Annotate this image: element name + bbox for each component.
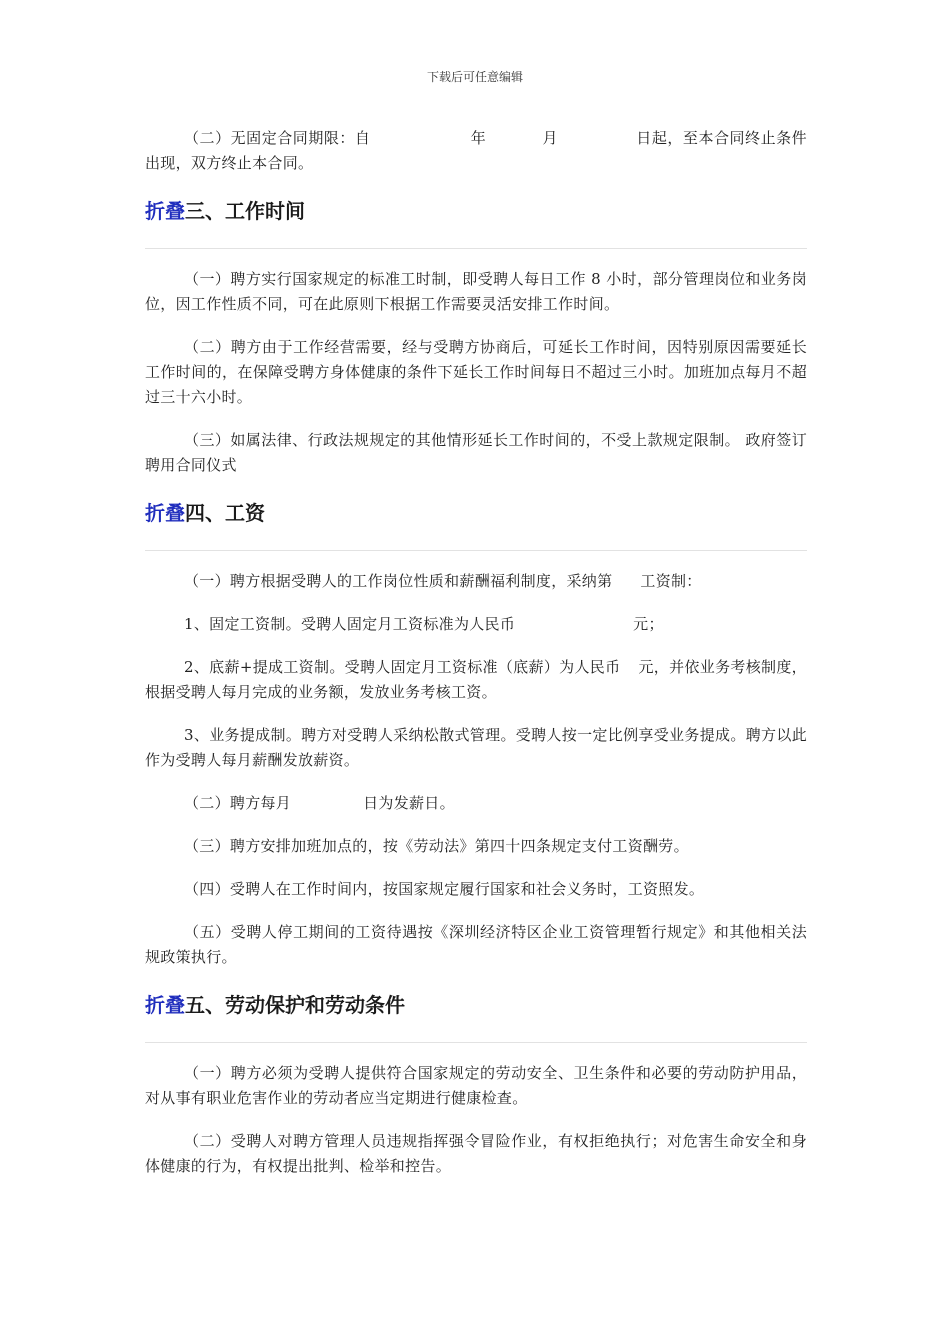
paragraph: （三）聘方安排加班加点的，按《劳动法》第四十四条规定支付工资酬劳。 [184,837,689,855]
paragraph-text: 2、底薪+提成工资制。受聘人固定月工资标准（底薪）为人民币 [184,658,621,676]
section-heading-5 [145,990,807,1020]
paragraph [145,569,807,594]
paragraph-text: 1、固定工资制。受聘人固定月工资标准为人民币 [184,615,516,633]
fold-link[interactable]: 折叠 [145,501,185,525]
paragraph [145,612,807,637]
document-body [145,126,807,1197]
paragraph-text: （一）聘方根据受聘人的工作岗位性质和薪酬福利制度，采纳第 [184,572,613,590]
section-title: 五、劳动保护和劳动条件 [185,993,405,1017]
paragraph: （一）聘方必须为受聘人提供符合国家规定的劳动安全、卫生条件和必要的劳动防护用品，对从事有职业危害作业的劳动者应当定期进行健康检查。 [145,1064,807,1107]
intro-month: 月 [542,129,559,147]
section-divider [145,248,807,249]
header-note: 下载后可任意编辑 [426,70,523,84]
intro-text-a: （二）无固定合同期限：自 [184,129,371,147]
paragraph: 3、业务提成制。聘方对受聘人采纳松散式管理。受聘人按一定比例享受业务提成。聘方以此作为受聘人每月薪酬发放薪资。 [145,726,807,769]
section-heading-3 [145,196,807,226]
paragraph: （三）如属法律、行政法规规定的其他情形延长工作时间的，不受上款规定限制。 政府签订聘用合同仪式 [145,431,807,474]
section-title: 四、工资 [185,501,265,525]
section-title: 三、工作时间 [185,199,305,223]
paragraph-text: （二）聘方每月 [184,794,292,812]
paragraph: （五）受聘人停工期间的工资待遇按《深圳经济特区企业工资管理暂行规定》和其他相关法规政策执行。 [145,923,807,966]
paragraph-text: 工资制： [640,572,702,590]
fold-link[interactable]: 折叠 [145,199,185,223]
intro-paragraph [145,126,807,176]
paragraph-text: 元； [633,615,664,633]
paragraph [145,791,807,816]
intro-text-b: 日起，至本合同终止条件出现，双方终止本合同。 [145,129,807,172]
paragraph: （一）聘方实行国家规定的标准工时制，即受聘人每日工作 8 小时，部分管理岗位和业务岗位，因工作性质不同，可在此原则下根据工作需要灵活安排工作时间。 [145,270,807,313]
paragraph [145,655,807,705]
section-heading-4 [145,498,807,528]
paragraph-text: 元，并依业务考核制度，根据受聘人每月完成的业务额，发放业务考核工资。 [145,658,807,701]
section-divider [145,550,807,551]
paragraph-text: 日为发薪日。 [363,794,455,812]
intro-year: 年 [470,129,487,147]
paragraph: （二）聘方由于工作经营需要，经与受聘方协商后，可延长工作时间，因特别原因需要延长工作时间的，在保障受聘方身体健康的条件下延长工作时间每日不超过三小时。加班加点每月不超过三十六小时。 [145,338,807,406]
paragraph: （二）受聘人对聘方管理人员违规指挥强令冒险作业，有权拒绝执行；对危害生命安全和身体健康的行为，有权提出批判、检举和控告。 [145,1132,807,1175]
fold-link[interactable]: 折叠 [145,993,185,1017]
paragraph: （四）受聘人在工作时间内，按国家规定履行国家和社会义务时，工资照发。 [184,880,705,898]
section-divider [145,1042,807,1043]
